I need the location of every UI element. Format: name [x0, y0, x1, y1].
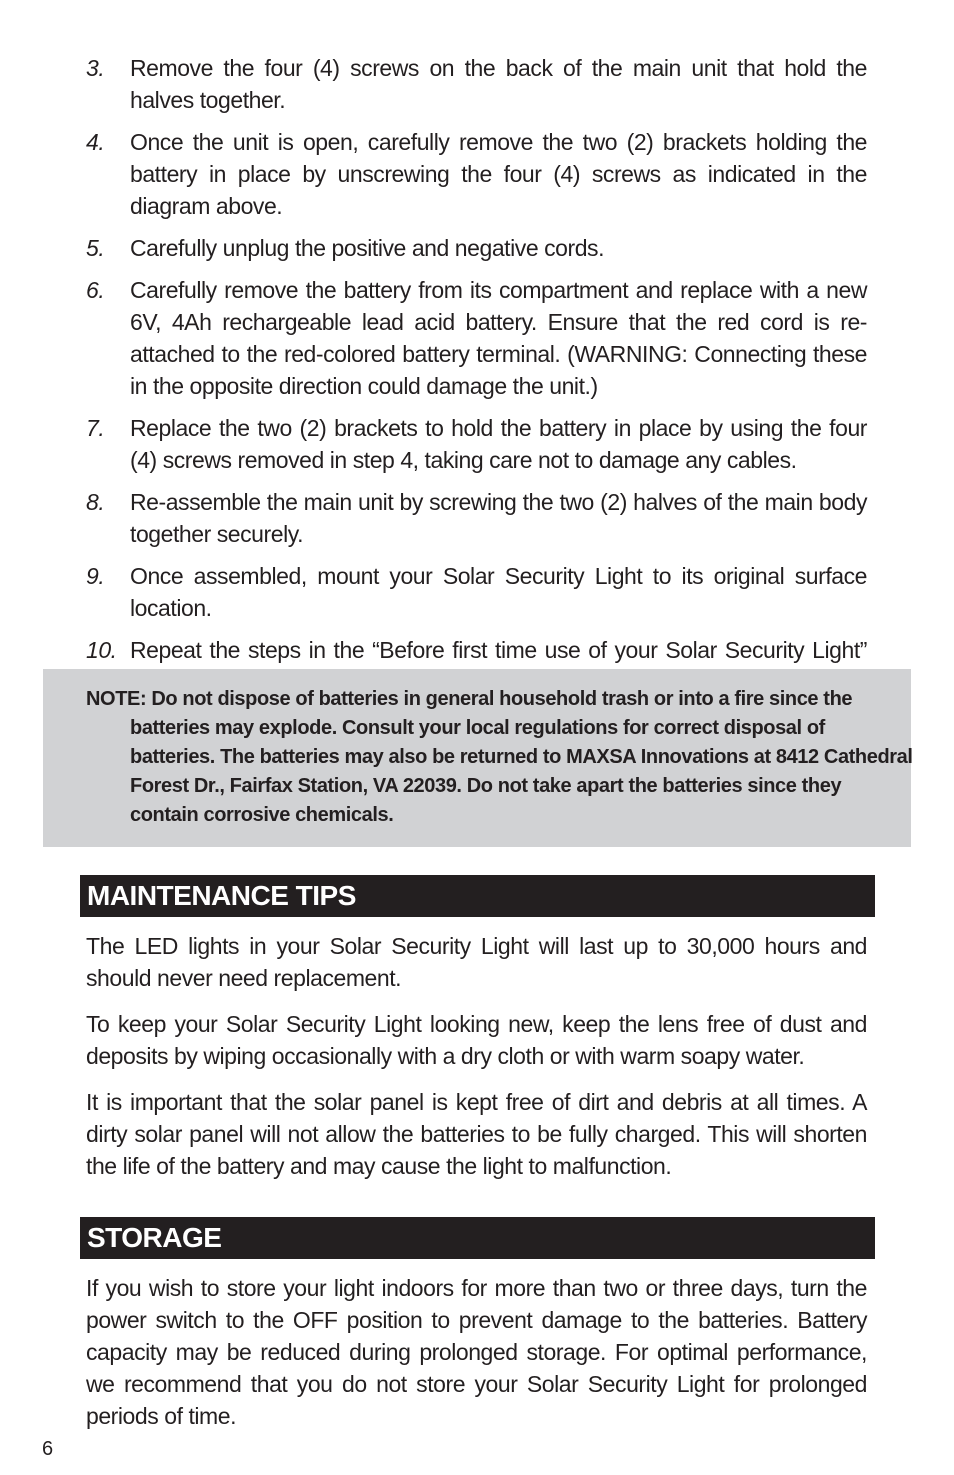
step-number: 7. — [86, 415, 105, 441]
step-item — [86, 486, 867, 550]
storage-paragraph: If you wish to store your light indoors for more than two or three days, turn the power switch to the OFF position to prevent damage to the batteries. Battery capacity may be reduced during prolonged storage. For optimal performance, we recommend that you do not store your Solar Security Light for prolonged periods of time. — [86, 1275, 867, 1429]
step-item — [86, 560, 867, 624]
maintenance-paragraph: The LED lights in your Solar Security Light will last up to 30,000 hours and should never need replacement. — [86, 933, 867, 991]
step-number: 9. — [86, 563, 105, 589]
step-text: Remove the four (4) screws on the back of the main unit that hold the halves together. — [130, 55, 867, 113]
step-text: Repeat the steps in the “Before first time use of your Solar Security Light” — [130, 637, 867, 663]
step-number: 10. — [86, 637, 117, 663]
step-number: 6. — [86, 277, 105, 303]
step-text: Once the unit is open, carefully remove the two (2) brackets holding the battery in place by unscrewing the four (4) screws as indicated in the diagram above. — [130, 129, 867, 219]
step-item — [86, 52, 867, 116]
maintenance-paragraph: It is important that the solar panel is kept free of dirt and debris at all times. A dirty solar panel will not allow the batteries to be fully charged. This will shorten the life of the battery and may cause the light to malfunction. — [86, 1089, 867, 1179]
step-number: 8. — [86, 489, 105, 515]
step-text: Once assembled, mount your Solar Security Light to its original surface location. — [130, 563, 867, 621]
step-item — [86, 126, 867, 222]
storage-heading: STORAGE — [80, 1217, 875, 1259]
step-number: 3. — [86, 55, 105, 81]
step-text: Carefully remove the battery from its compartment and replace with a new 6V, 4Ah rechargeable lead acid battery. Ensure that the red cord is re-attached to the red-colored battery terminal. (WARNING: Connecting these in the opposite direction could damage the unit.) — [130, 277, 867, 399]
step-text: Replace the two (2) brackets to hold the battery in place by using the four (4) screws removed in step 4, taking care not to damage any cables. — [130, 415, 867, 473]
maintenance-paragraph: To keep your Solar Security Light looking new, keep the lens free of dust and deposits by wiping occasionally with a dry cloth or with warm soapy water. — [86, 1011, 867, 1069]
maintenance-tips-heading: MAINTENANCE TIPS — [80, 875, 875, 917]
step-item — [86, 412, 867, 476]
page-number: 6 — [42, 1438, 54, 1460]
step-item — [86, 274, 867, 402]
step-text: Carefully unplug the positive and negative cords. — [130, 235, 605, 261]
step-number: 4. — [86, 129, 105, 155]
battery-disposal-note — [43, 669, 911, 847]
note-text: NOTE: Do not dispose of batteries in general household trash or into a fire since the batteries may explode. Consult your local regulations for correct disposal of batteries. The batteries may also be returned to MAXSA Innovations at 8412 Cathedral Forest Dr., Fairfax Station, VA 22039. Do not take apart the batteries since they contain corrosive chemicals. — [86, 688, 913, 826]
step-text: Re-assemble the main unit by screwing the two (2) halves of the main body together securely. — [130, 489, 867, 547]
step-number: 5. — [86, 235, 105, 261]
battery-replacement-steps — [86, 52, 867, 708]
step-item — [86, 232, 867, 264]
